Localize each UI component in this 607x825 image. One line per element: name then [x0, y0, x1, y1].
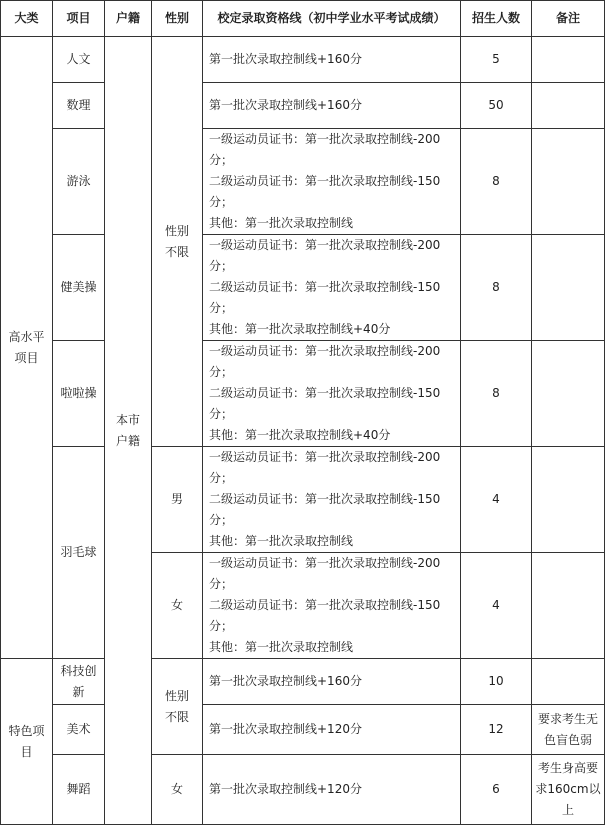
quota-cell: 5 — [461, 37, 532, 83]
table-row — [1, 37, 605, 83]
table-row — [1, 447, 605, 553]
gender-cell: 男 — [152, 447, 203, 553]
quota-cell: 8 — [461, 235, 532, 341]
admission-line-text: 二级运动员证书：第一批次录取控制线-150分； — [209, 280, 441, 315]
category-special: 特色项目 — [1, 659, 53, 825]
note-cell — [532, 129, 605, 235]
gender-cell — [152, 37, 203, 447]
admission-line-cell — [203, 705, 461, 755]
quota-cell: 4 — [461, 447, 532, 553]
header-project: 项目 — [53, 1, 105, 37]
admission-line-text: 二级运动员证书：第一批次录取控制线-150分； — [209, 386, 441, 421]
admission-line-cell — [203, 755, 461, 825]
table-row — [1, 83, 605, 129]
header-admission-line: 校定录取资格线（初中学业水平考试成绩） — [203, 1, 461, 37]
project-name: 游泳 — [53, 129, 105, 235]
admission-line-text: 其他：第一批次录取控制线 — [209, 216, 354, 230]
note-cell — [532, 341, 605, 447]
admission-line-text: 第一批次录取控制线+160分 — [209, 98, 362, 112]
gender-unlimited-text: 性别不限 — [164, 223, 189, 259]
gender-cell: 女 — [152, 755, 203, 825]
quota-cell: 6 — [461, 755, 532, 825]
table-row — [1, 129, 605, 235]
admission-line-cell — [203, 447, 461, 553]
admission-line-cell — [203, 129, 461, 235]
note-cell — [532, 83, 605, 129]
gender-cell — [152, 659, 203, 755]
quota-cell: 50 — [461, 83, 532, 129]
admission-line-text: 一级运动员证书：第一批次录取控制线-200分； — [209, 344, 441, 379]
admission-line-cell — [203, 37, 461, 83]
project-name: 美术 — [53, 705, 105, 755]
quota-cell: 12 — [461, 705, 532, 755]
header-gender: 性别 — [152, 1, 203, 37]
project-name: 人文 — [53, 37, 105, 83]
admission-line-text: 其他：第一批次录取控制线+40分 — [209, 322, 391, 336]
quota-cell: 4 — [461, 553, 532, 659]
quota-cell: 8 — [461, 341, 532, 447]
project-name: 健美操 — [53, 235, 105, 341]
project-name: 数理 — [53, 83, 105, 129]
project-name: 舞蹈 — [53, 755, 105, 825]
admission-line-cell — [203, 553, 461, 659]
admission-line-text: 第一批次录取控制线+160分 — [209, 674, 362, 688]
gender-unlimited-text: 性别不限 — [164, 688, 189, 724]
project-name: 科技创新 — [53, 659, 105, 705]
admission-line-cell — [203, 659, 461, 705]
admission-line-text: 一级运动员证书：第一批次录取控制线-200分； — [209, 238, 441, 273]
admission-line-text: 二级运动员证书：第一批次录取控制线-150分； — [209, 492, 441, 527]
quota-cell: 8 — [461, 129, 532, 235]
note-cell — [532, 235, 605, 341]
admission-line-text: 其他：第一批次录取控制线+40分 — [209, 428, 391, 442]
admission-line-text: 二级运动员证书：第一批次录取控制线-150分； — [209, 598, 441, 633]
admission-line-text: 二级运动员证书：第一批次录取控制线-150分； — [209, 174, 441, 209]
project-name: 啦啦操 — [53, 341, 105, 447]
quota-cell: 10 — [461, 659, 532, 705]
admission-line-text: 其他：第一批次录取控制线 — [209, 534, 354, 548]
project-name: 羽毛球 — [53, 447, 105, 659]
header-hukou: 户籍 — [105, 1, 152, 37]
hukou-cell: 本市户籍 — [105, 37, 152, 825]
note-cell — [532, 37, 605, 83]
admission-line-cell — [203, 235, 461, 341]
table-row — [1, 341, 605, 447]
gender-cell: 女 — [152, 553, 203, 659]
header-note: 备注 — [532, 1, 605, 37]
table-row — [1, 659, 605, 705]
note-cell — [532, 553, 605, 659]
note-cell: 考生身高要求160cm以上 — [532, 755, 605, 825]
admission-line-text: 一级运动员证书：第一批次录取控制线-200分； — [209, 556, 441, 591]
header-quota: 招生人数 — [461, 1, 532, 37]
category-high-level: 高水平项目 — [1, 37, 53, 659]
table-row — [1, 705, 605, 755]
admission-line-text: 第一批次录取控制线+160分 — [209, 52, 362, 66]
admission-line-text: 第一批次录取控制线+120分 — [209, 722, 362, 736]
admission-line-cell — [203, 341, 461, 447]
table-row — [1, 755, 605, 825]
table-row — [1, 235, 605, 341]
header-category: 大类 — [1, 1, 53, 37]
note-cell — [532, 659, 605, 705]
admission-line-text: 一级运动员证书：第一批次录取控制线-200分； — [209, 450, 441, 485]
note-cell: 要求考生无色盲色弱 — [532, 705, 605, 755]
note-cell — [532, 447, 605, 553]
admission-line-text: 其他：第一批次录取控制线 — [209, 640, 354, 654]
admission-line-cell — [203, 83, 461, 129]
admission-line-text: 第一批次录取控制线+120分 — [209, 782, 362, 796]
header-row — [1, 1, 605, 37]
admission-line-text: 一级运动员证书：第一批次录取控制线-200分； — [209, 132, 441, 167]
